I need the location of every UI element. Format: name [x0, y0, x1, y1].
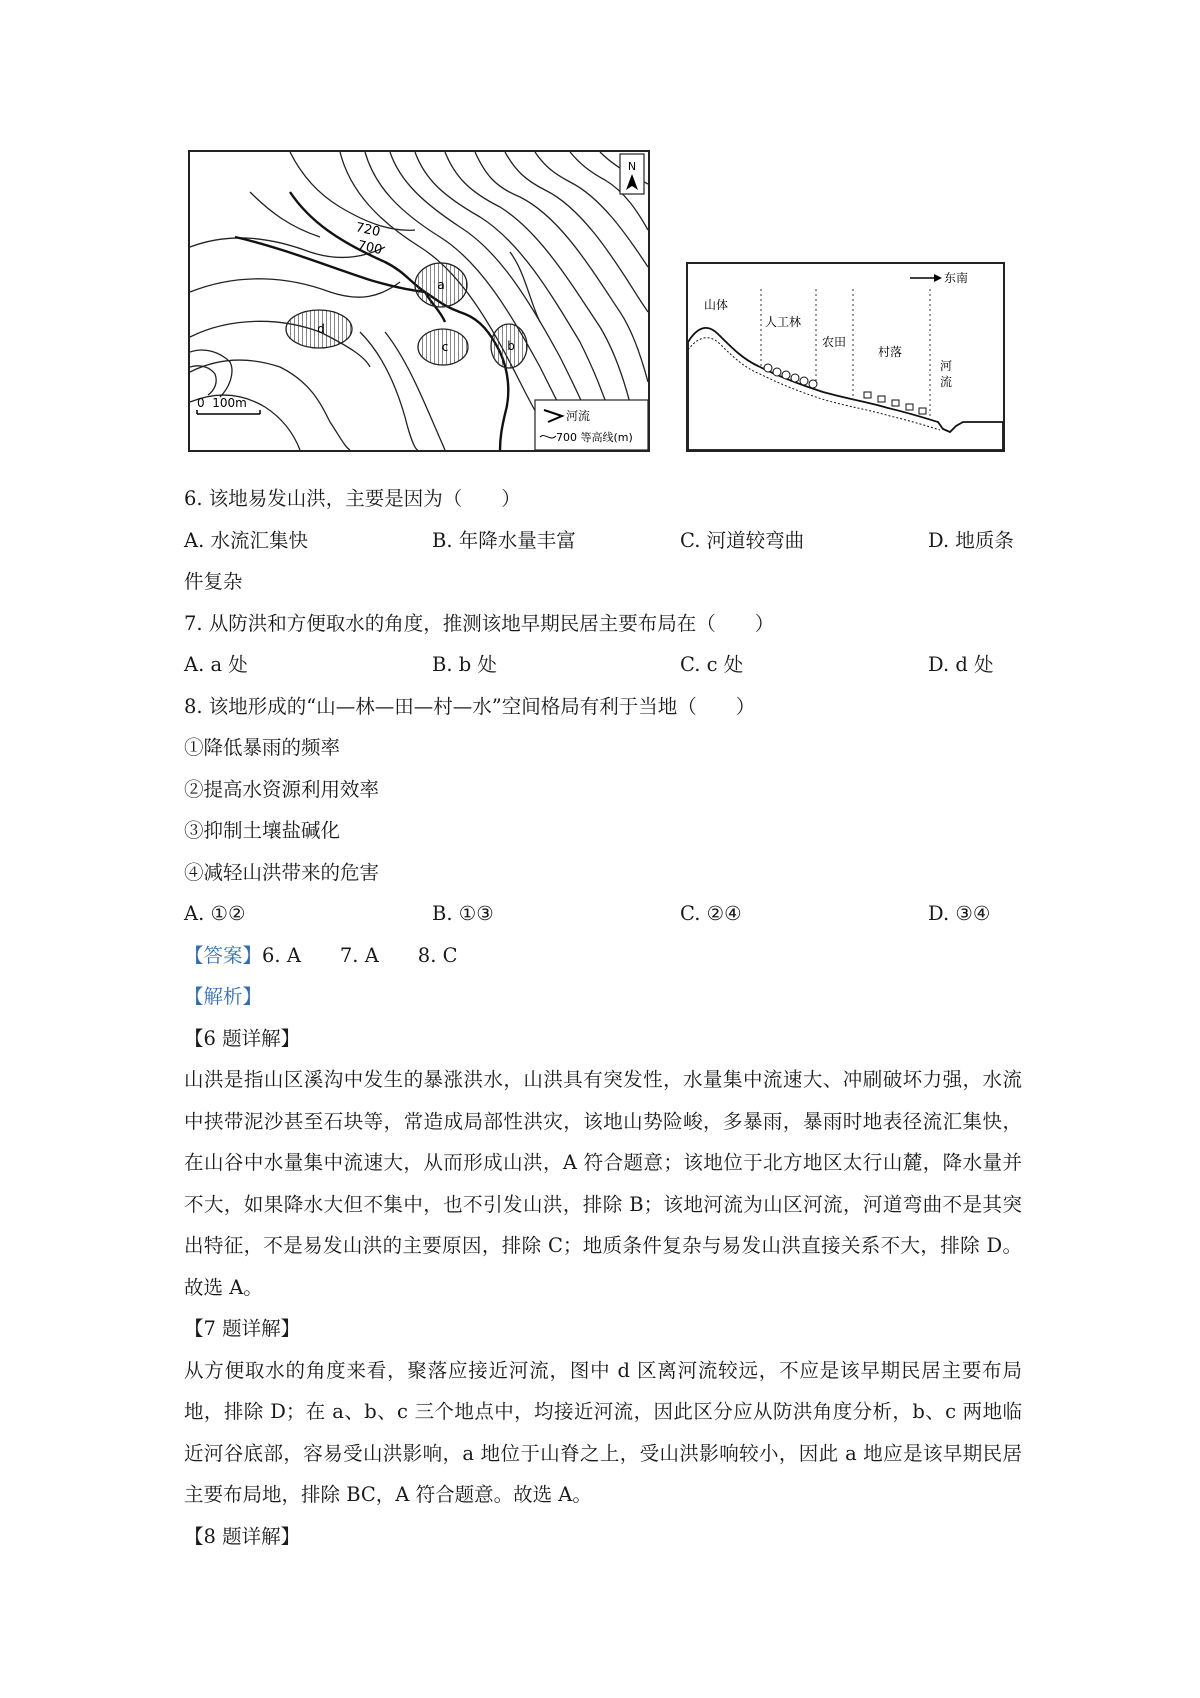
q6-option-b[interactable]: B. 年降水量丰富 [432, 528, 576, 552]
profile-label-river-2: 流 [940, 375, 953, 389]
q7-detail-text: 从方便取水的角度来看，聚落应接近河流，图中 d 区离河流较远，不应是该早期民居主要布局地，排除 D；在 a、b、c 三个地点中，均接近河流，因此区分应从防洪角度分析，b、c 两地临近河谷底部，容易受山洪影响，a 地位于山脊之上，受山洪影响较小，因此 a 地应是该早期民居主要布局地，排除 BC，A 符合题意。故选 A。 [184, 1358, 1022, 1506]
q6-detail-text: 山洪是指山区溪沟中发生的暴涨洪水，山洪具有突发性，水量集中流速大、冲刷破坏力强，水流中挟带泥沙甚至石块等，常造成局部性洪灾，该地山势险峻，多暴雨，暴雨时地表径流汇集快，在山谷中水量集中流速大，从而形成山洪，A 符合题意；该地位于北方地区太行山麓，降水量并不大，如果降水大但不集中，也不引发山洪，排除 B；该地河流为山区河流，河道弯曲不是其突出特征，不是易发山洪的主要原因，排除 C；地质条件复杂与易发山洪直接关系不大，排除 D。故选 A。 [184, 1068, 1022, 1299]
answer-tag: 【答案】 [184, 943, 263, 967]
q8-detail-heading: 【8 题详解】 [184, 1524, 301, 1548]
profile-svg [688, 264, 1003, 450]
q8-option-d[interactable]: D. ③④ [928, 902, 991, 925]
q8-options [184, 893, 1022, 935]
q7-options [184, 644, 1022, 686]
answer-values: 6. A 7. A 8. C [262, 943, 458, 967]
svg-text:0 100m: 0 100m [197, 396, 247, 410]
q8-statement-3: ③抑制土壤盐碱化 [184, 819, 341, 842]
q8-option-b[interactable]: B. ①③ [432, 902, 494, 925]
q7-stem: 7. 从防洪和方便取水的角度，推测该地早期民居主要布局在（ ） [184, 611, 775, 635]
q7-option-b[interactable]: B. b 处 [432, 653, 497, 676]
area-a-label: a [437, 278, 445, 292]
q6-option-d-wrap: 件复杂 [184, 570, 243, 593]
profile-label-forest: 人工林 [765, 315, 802, 329]
q7-detail-heading: 【7 题详解】 [184, 1317, 301, 1340]
contour-map-svg [190, 152, 648, 450]
profile-label-farmland: 农田 [822, 335, 847, 349]
q6-detail-heading: 【6 题详解】 [184, 1026, 301, 1050]
figure-group [188, 150, 1005, 455]
map-legend [535, 400, 648, 450]
svg-text:N: N [627, 160, 637, 173]
q6-option-d[interactable]: D. 地质条 [928, 528, 1014, 552]
profile-label-village: 村落 [878, 345, 903, 359]
legend-contour-label: 700 等高线(m) [556, 431, 633, 444]
q6-stem: 6. 该地易发山洪，主要是因为（ ） [184, 487, 521, 510]
q8-statement-4: ④减轻山洪带来的危害 [184, 860, 380, 884]
content [184, 478, 1022, 1557]
direction-label: 东南 [944, 271, 969, 285]
profile-label-river-1: 河 [940, 359, 953, 373]
analysis-tag: 【解析】 [184, 985, 263, 1008]
cross-section-profile [686, 262, 1005, 452]
q8-stem: 8. 该地形成的“山—林—田—村—水”空间格局有利于当地（ ） [184, 694, 756, 718]
area-b-label: b [507, 339, 515, 353]
q7-option-d[interactable]: D. d 处 [928, 653, 994, 676]
scale-bar [197, 396, 260, 414]
legend-river-label: 河流 [566, 409, 591, 423]
profile-label-mountain: 山体 [704, 298, 729, 312]
contour-label-720: 720 [354, 220, 382, 241]
q8-statement-2: ②提高水资源利用效率 [184, 777, 380, 801]
north-arrow-icon [620, 154, 644, 194]
q6-option-a[interactable]: A. 水流汇集快 [184, 528, 308, 552]
q8-statement-1: ①降低暴雨的频率 [184, 736, 341, 759]
q6-options [184, 520, 1022, 562]
q7-option-c[interactable]: C. c 处 [680, 653, 744, 676]
southeast-arrow-icon [910, 270, 968, 285]
contour-label-700: 700 [356, 238, 384, 259]
answer-line [184, 935, 1022, 977]
q8-option-a[interactable]: A. ①② [184, 902, 246, 925]
area-c-label: c [441, 340, 449, 354]
q6-option-c[interactable]: C. 河道较弯曲 [680, 528, 805, 552]
q7-option-a[interactable]: A. a 处 [184, 653, 248, 676]
q8-option-c[interactable]: C. ②④ [680, 902, 742, 925]
contour-map [188, 150, 650, 452]
area-d-label: d [317, 322, 325, 336]
